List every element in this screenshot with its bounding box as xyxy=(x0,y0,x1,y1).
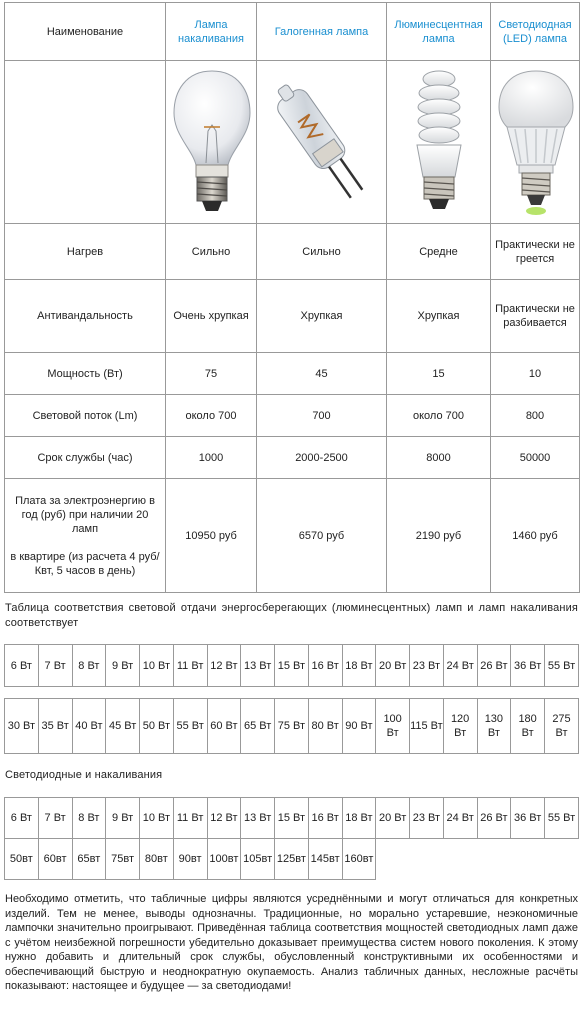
table-cell: 1000 xyxy=(166,437,257,479)
table-row xyxy=(5,395,580,437)
table-cell: 130 Вт xyxy=(477,699,511,754)
table-cell: 275 Вт xyxy=(545,699,579,754)
table-cell: 6 Вт xyxy=(5,798,39,839)
table-cell: 40 Вт xyxy=(72,699,106,754)
fluorescent-spiral-icon xyxy=(389,65,489,220)
fluorescent-equivalence-table xyxy=(4,644,579,754)
table-cell: 160вт xyxy=(342,839,376,880)
table-cell: 9 Вт xyxy=(106,798,140,839)
table-cell: 12 Вт xyxy=(207,645,241,687)
table-cell: 65 Вт xyxy=(241,699,275,754)
table-cell: 16 Вт xyxy=(308,645,342,687)
table-cell: 15 Вт xyxy=(275,645,309,687)
table-cell: 16 Вт xyxy=(308,798,342,839)
table-cell: 10 Вт xyxy=(140,645,174,687)
table-cell: 13 Вт xyxy=(241,798,275,839)
header-cell-incandescent: Лампа накаливания xyxy=(166,3,257,61)
table-cell: Хрупкая xyxy=(257,280,387,353)
table-cell: 2190 руб xyxy=(387,479,491,593)
table-cell: 55 Вт xyxy=(545,645,579,687)
table-header-row xyxy=(5,3,580,61)
table-cell: 75 Вт xyxy=(275,699,309,754)
table-cell: 35 Вт xyxy=(38,699,72,754)
table-cell: 105вт xyxy=(241,839,275,880)
table-cell: 30 Вт xyxy=(5,699,39,754)
led-bulb-icon xyxy=(493,65,579,220)
caption-fluorescent-equivalence: Таблица соответствия световой отдачи энергосберегающих (люминесцентных) ламп и ламп накаливания соответствует xyxy=(5,602,578,629)
table-cell: 26 Вт xyxy=(477,798,511,839)
table-cell: Сильно xyxy=(166,224,257,280)
table-cell: 75 xyxy=(166,353,257,395)
row-label-power: Мощность (Вт) xyxy=(5,353,166,395)
table-row xyxy=(5,280,580,353)
table-cell: 55 Вт xyxy=(173,699,207,754)
table-cell: 6570 руб xyxy=(257,479,387,593)
table-cell: 8000 xyxy=(387,437,491,479)
table-cell: Практически не греется xyxy=(491,224,580,280)
table-cell: 60вт xyxy=(38,839,72,880)
header-cell-name: Наименование xyxy=(5,3,166,61)
table-row xyxy=(5,437,580,479)
table-cell: 80 Вт xyxy=(308,699,342,754)
table-cell: 75вт xyxy=(106,839,140,880)
table-cell: 60 Вт xyxy=(207,699,241,754)
table-row xyxy=(5,699,579,754)
energy-cost-label-line2: в квартире (из расчета 4 руб/Квт, 5 часов в день) xyxy=(10,550,160,577)
incandescent-bulb-icon xyxy=(168,65,256,220)
table-cell: 65вт xyxy=(72,839,106,880)
table-cell: 18 Вт xyxy=(342,645,376,687)
table-cell: 10950 руб xyxy=(166,479,257,593)
table-cell: 7 Вт xyxy=(38,798,72,839)
empty-cell xyxy=(376,839,579,880)
table-cell: Очень хрупкая xyxy=(166,280,257,353)
led-equivalence-table xyxy=(4,797,579,880)
row-label-luminous-flux: Световой поток (Lm) xyxy=(5,395,166,437)
row-label-energy-cost xyxy=(5,479,166,593)
halogen-capsule-icon xyxy=(259,65,384,220)
table-cell: 23 Вт xyxy=(410,645,444,687)
lamp-comparison-table xyxy=(4,2,580,593)
table-cell: 24 Вт xyxy=(443,645,477,687)
table-row xyxy=(5,839,579,880)
table-cell: 700 xyxy=(257,395,387,437)
table-row xyxy=(5,224,580,280)
table-cell: 90 Вт xyxy=(342,699,376,754)
image-row xyxy=(5,61,580,224)
table-cell: Хрупкая xyxy=(387,280,491,353)
table-row xyxy=(5,798,579,839)
table-cell: 55 Вт xyxy=(545,798,579,839)
table-cell: 9 Вт xyxy=(106,645,140,687)
header-cell-fluorescent: Люминесцентная лампа xyxy=(387,3,491,61)
table-cell: Сильно xyxy=(257,224,387,280)
row-label-heating: Нагрев xyxy=(5,224,166,280)
header-cell-led: Светодиодная (LED) лампа xyxy=(491,3,580,61)
table-cell: 15 xyxy=(387,353,491,395)
table-cell: 15 Вт xyxy=(275,798,309,839)
table-cell: 36 Вт xyxy=(511,798,545,839)
table-cell: 2000-2500 xyxy=(257,437,387,479)
row-label-lifetime: Срок службы (час) xyxy=(5,437,166,479)
table-row xyxy=(5,479,580,593)
table-cell: 45 Вт xyxy=(106,699,140,754)
table-cell: 50 Вт xyxy=(140,699,174,754)
caption-led-equivalence: Светодиодные и накаливания xyxy=(5,769,163,781)
table-cell: 18 Вт xyxy=(342,798,376,839)
table-cell: 10 xyxy=(491,353,580,395)
table-cell: 24 Вт xyxy=(443,798,477,839)
table-cell: 50000 xyxy=(491,437,580,479)
header-cell-halogen: Галогенная лампа xyxy=(257,3,387,61)
image-row-label xyxy=(5,61,166,224)
table-cell: 45 xyxy=(257,353,387,395)
table-cell: около 700 xyxy=(166,395,257,437)
table-cell: 23 Вт xyxy=(410,798,444,839)
table-cell: 90вт xyxy=(173,839,207,880)
table-row xyxy=(5,645,579,687)
table-cell: 115 Вт xyxy=(410,699,444,754)
table-cell: 80вт xyxy=(140,839,174,880)
table-cell: 180 Вт xyxy=(511,699,545,754)
table-cell: 36 Вт xyxy=(511,645,545,687)
table-cell: 100 Вт xyxy=(376,699,410,754)
table-cell: 10 Вт xyxy=(140,798,174,839)
table-cell: 6 Вт xyxy=(5,645,39,687)
table-cell: 26 Вт xyxy=(477,645,511,687)
table-cell: 145вт xyxy=(308,839,342,880)
conclusion-paragraph: Необходимо отметить, что табличные цифры являются усреднёнными и могут отличаться для конкретных изделий. Тем не менее, выводы однозначны. Традиционные, но морально устаревшие, неэкономичные лампочки значительно проигрывают. Приведённая таблица соответствия мощностей светодиодных ламп даже с учётом неизбежной погрешности убедительно доказывает преимущества систем нового поколения. К этому нужно добавить и длительный срок службы, обусловленный конструктивными их особенностями и обеспечивающий быструю и неоднократную окупаемость. Анализ табличных данных, несложные расчёты показывают: настоящее и будущее — за светодиодами! xyxy=(5,893,578,992)
table-cell: 800 xyxy=(491,395,580,437)
table-cell: 8 Вт xyxy=(72,798,106,839)
table-cell: 20 Вт xyxy=(376,645,410,687)
table-row xyxy=(5,353,580,395)
table-cell: около 700 xyxy=(387,395,491,437)
table-cell: 8 Вт xyxy=(72,645,106,687)
table-cell: 13 Вт xyxy=(241,645,275,687)
table-cell: 1460 руб xyxy=(491,479,580,593)
table-cell: Средне xyxy=(387,224,491,280)
table-cell: 20 Вт xyxy=(376,798,410,839)
table-cell: 125вт xyxy=(275,839,309,880)
table-cell: 11 Вт xyxy=(173,645,207,687)
table-cell: 120 Вт xyxy=(443,699,477,754)
table-cell: 11 Вт xyxy=(173,798,207,839)
table-cell: 12 Вт xyxy=(207,798,241,839)
table-cell: 100вт xyxy=(207,839,241,880)
energy-cost-label-line1: Плата за электроэнергию в год (руб) при наличии 20 ламп xyxy=(15,494,155,535)
row-label-antivandal: Антивандальность xyxy=(5,280,166,353)
table-cell: 7 Вт xyxy=(38,645,72,687)
table-cell: Практически не разбивается xyxy=(491,280,580,353)
table-cell: 50вт xyxy=(5,839,39,880)
